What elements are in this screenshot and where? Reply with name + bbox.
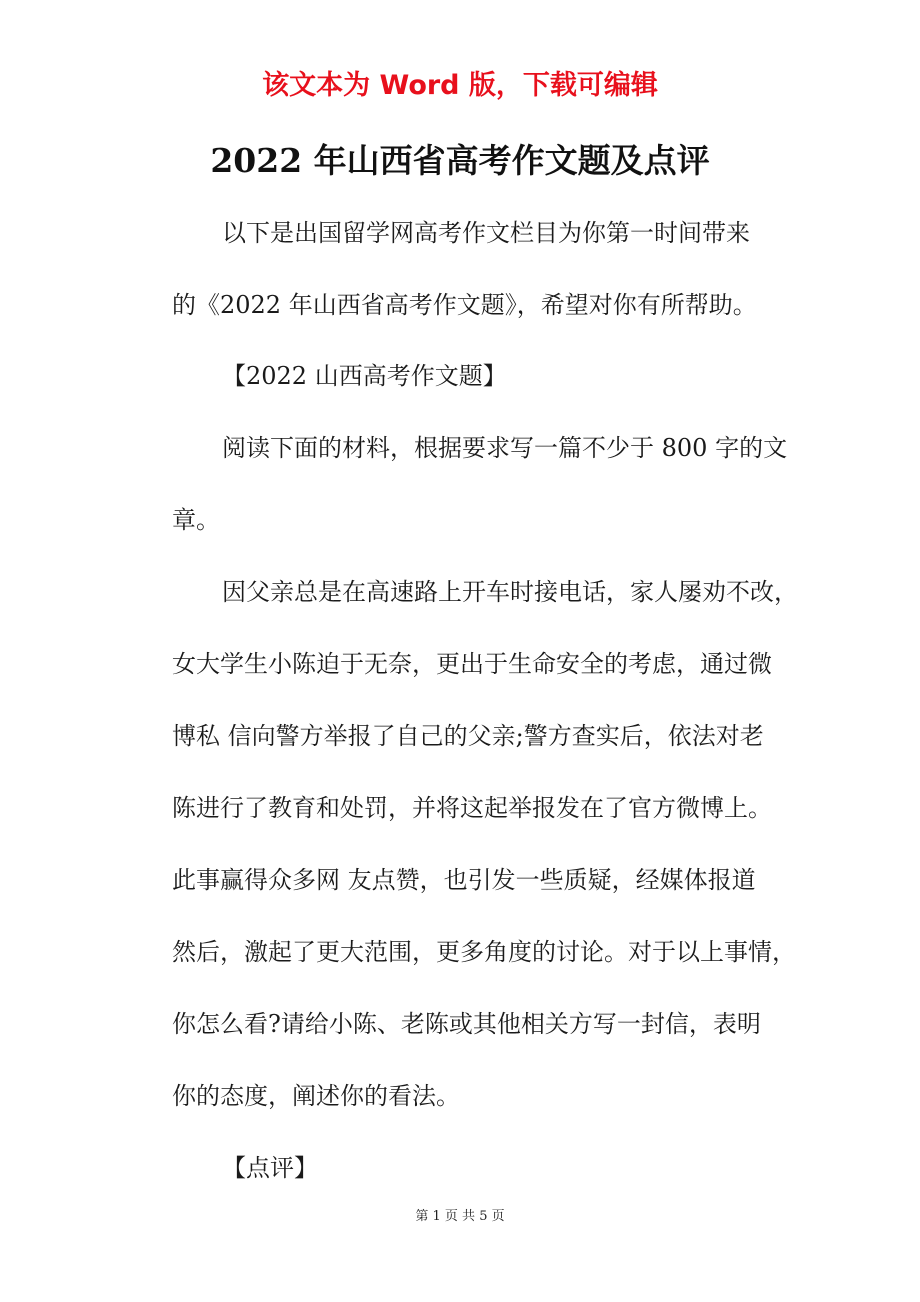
intro-line-2: 的《2022 年山西省高考作文题》，希望对你有所帮助。: [172, 291, 757, 319]
body-line: 然后，激起了更大范围，更多角度的讨论。对于以上事情，: [172, 938, 796, 966]
body-line: 因父亲总是在高速路上开车时接电话，家人屡劝不改，: [222, 578, 798, 606]
section-heading-review: 【点评】: [222, 1154, 318, 1182]
intro-line-1: 以下是出国留学网高考作文栏目为你第一时间带来: [222, 219, 750, 247]
download-banner: 该文本为 Word 版，下载可编辑: [262, 70, 658, 101]
body-line: 章。: [172, 506, 220, 534]
page-title: 2022 年山西省高考作文题及点评: [210, 141, 710, 180]
body-line: 你怎么看?请给小陈、老陈或其他相关方写一封信，表明: [172, 1010, 761, 1038]
body-line: 博私 信向警方举报了自己的父亲;警方查实后，依法对老: [172, 722, 764, 750]
body-line: 你的态度，阐述你的看法。: [172, 1082, 460, 1110]
body-line: 女大学生小陈迫于无奈，更出于生命安全的考虑，通过微: [172, 650, 772, 678]
body-line: 阅读下面的材料，根据要求写一篇不少于 800 字的文: [222, 434, 788, 462]
body-line: 陈进行了教育和处罚，并将这起举报发在了官方微博上。: [172, 794, 772, 822]
body-line: 此事赢得众多网 友点赞，也引发一些质疑，经媒体报道: [172, 866, 756, 894]
page-footer: 第 1 页 共 5 页: [415, 1209, 505, 1224]
section-heading-prompt: 【2022 山西高考作文题】: [222, 362, 507, 390]
